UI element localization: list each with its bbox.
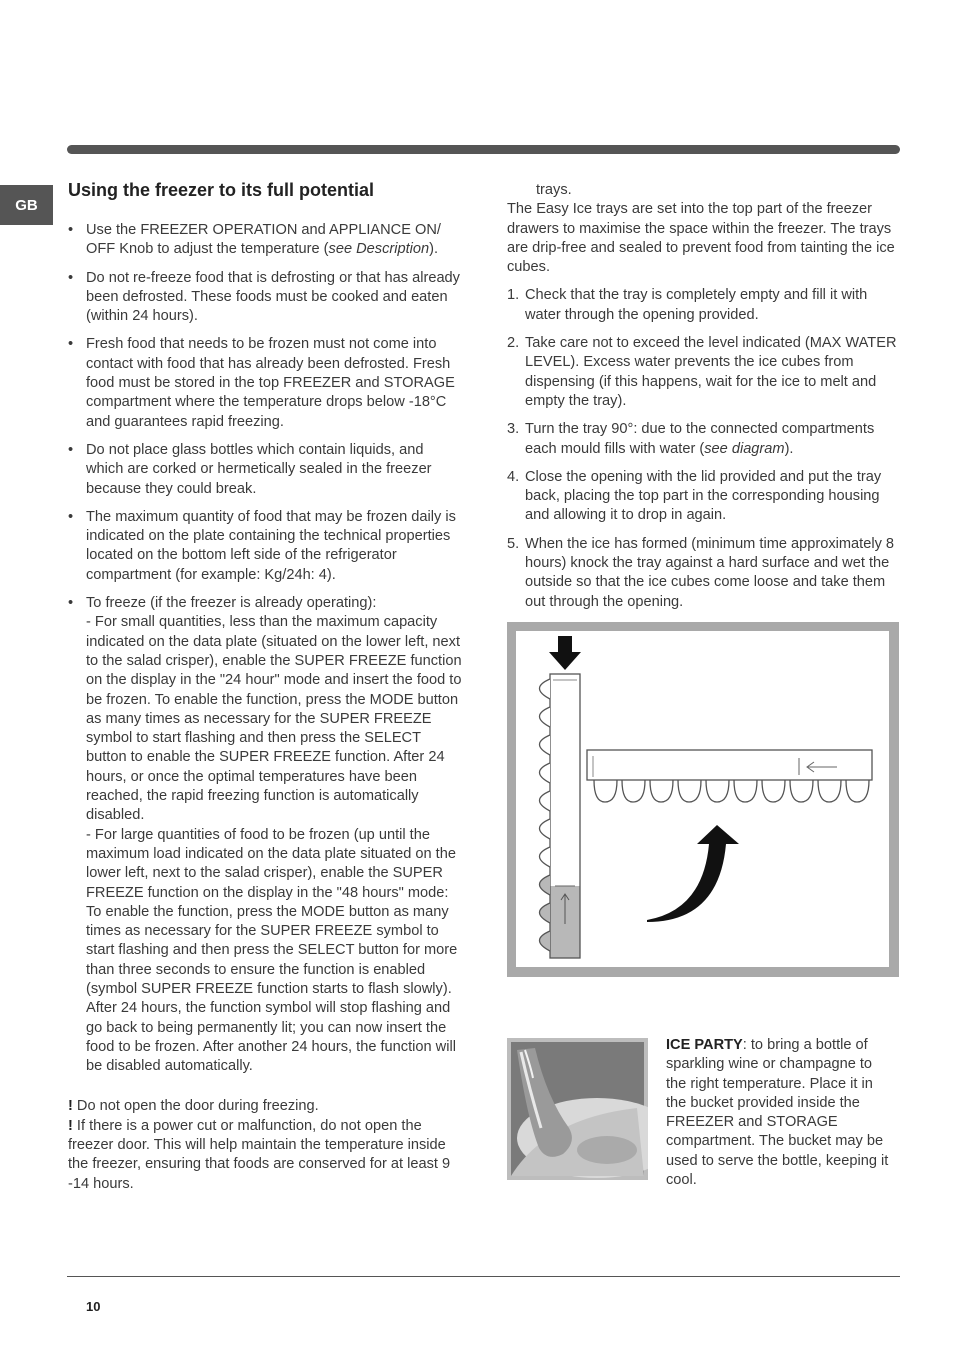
page-number: 10 [86, 1299, 101, 1314]
ice-party-text: ICE PARTY: to bring a bottle of sparkling wine or champagne to the right temperature. Place it in the bucket provided inside the FREEZER and STORAGE compartment. The bucket may be used to serve the bottle, keeping it cool. [666, 1037, 889, 1189]
ice-party-label: ICE PARTY [666, 1037, 743, 1053]
usage-bullet-list [68, 221, 464, 1076]
warning-mark: ! [68, 1117, 73, 1134]
diagram-reference: see diagram [704, 440, 785, 457]
list-item: • Use the FREEZER OPERATION and APPLIANCE ON/ OFF Knob to adjust the temperature (see Description). [68, 221, 464, 260]
language-tab: GB [0, 185, 53, 225]
warnings [68, 1097, 464, 1193]
easy-ice-intro: The Easy Ice trays are set into the top part of the freezer drawers to maximise the space within the freezer. The trays are drip-free and sealed to prevent food from tainting the ice cubes. [507, 201, 895, 276]
right-column [507, 181, 899, 621]
freeze-intro: • To freeze (if the freezer is already operating): [86, 595, 377, 612]
top-rule [67, 145, 900, 154]
large-quantities-text: - For large quantities of food to be frozen (up until the maximum load indicated on the data plate situated on the lower left, next to the salad crisper), enable the SUPER FREEZE function on the display in the "48 hours" mode: To enable the function, press the MODE button as many times as necessary for the SUPER FREEZE symbol to start flashing and then press the SELECT button for more than three seconds to ensure the function is enabled (symbol SUPER FREEZE function starts to flash slowly). After 24 hours, the function symbol will stop flashing and go back to being permanently lit; you can now insert the food to be frozen. After another 24 hours, the function will be disabled automatically. [86, 826, 458, 1075]
list-item: 4. Close the opening with the lid provided and put the tray back, placing the top part in the corresponding housing and allowing it to drop in again. [507, 468, 882, 524]
warning-power-cut: ! If there is a power cut or malfunction, do not open the freezer door. This will help maintain the temperature inside the freezer, ensuring that foods are conserved for at least 9 -14 hours. [68, 1117, 451, 1192]
list-item: 3. Turn the tray 90°: due to the connected compartments each mould fills with water (see diagram). [507, 421, 875, 457]
description-reference: see Description [328, 241, 430, 258]
easy-ice-steps [507, 286, 899, 611]
ice-tray-diagram [507, 622, 899, 977]
list-item: • The maximum quantity of food that may be frozen daily is indicated on the plate containing the technical properties located on the bottom left side of the refrigerator compartment (for example: Kg/24h: 4). [68, 508, 464, 585]
list-item: 1. Check that the tray is completely empty and fill it with water through the opening provided. [507, 287, 868, 323]
continued-text: trays. [536, 182, 572, 198]
champagne-bucket-photo [507, 1038, 648, 1180]
list-item: 2. Take care not to exceed the level indicated (MAX WATER LEVEL). Excess water prevents the ice cubes from dispensing (if this happens, wait for the ice to melt and empty the tray). [507, 335, 897, 409]
bottom-rule [67, 1276, 900, 1277]
warning-door: ! Do not open the door during freezing. [68, 1098, 319, 1115]
list-item: • Do not place glass bottles which contain liquids, and which are corked or hermetically sealed in the freezer because they could break. [68, 441, 464, 499]
left-column [68, 178, 464, 1194]
warning-mark: ! [68, 1098, 73, 1115]
list-item: • Do not re-freeze food that is defrosting or that has already been defrosted. These foods must be cooked and eaten (within 24 hours). [68, 269, 464, 327]
small-quantities-text: - For small quantities, less than the maximum capacity indicated on the data plate (situated on the lower left, next to the salad crisper), enable the SUPER FREEZE function on the display in the "24 hour" mode and insert the food to be frozen. To enable the function, press the MODE button as many times as necessary for the SUPER FREEZE symbol to start flashing and then press the SELECT button to enable the SUPER FREEZE function. After 24 hours, or once the optimal temperatures have been reached, the rapid freezing function is automatically disabled. [86, 614, 462, 824]
section-title: Using the freezer to its full potential [68, 180, 375, 200]
list-item: 5. When the ice has formed (minimum time approximately 8 hours) knock the tray against a hard surface and wet the outside so that the ice cubes come loose and take them out through the opening. [507, 535, 895, 610]
list-item: • Fresh food that needs to be frozen must not come into contact with food that has already been defrosted. Fresh food must be stored in the top FREEZER and STORAGE compartment where the temperature drops below -18°C and guarantees rapid freezing. [68, 335, 464, 431]
list-item [68, 594, 464, 1076]
